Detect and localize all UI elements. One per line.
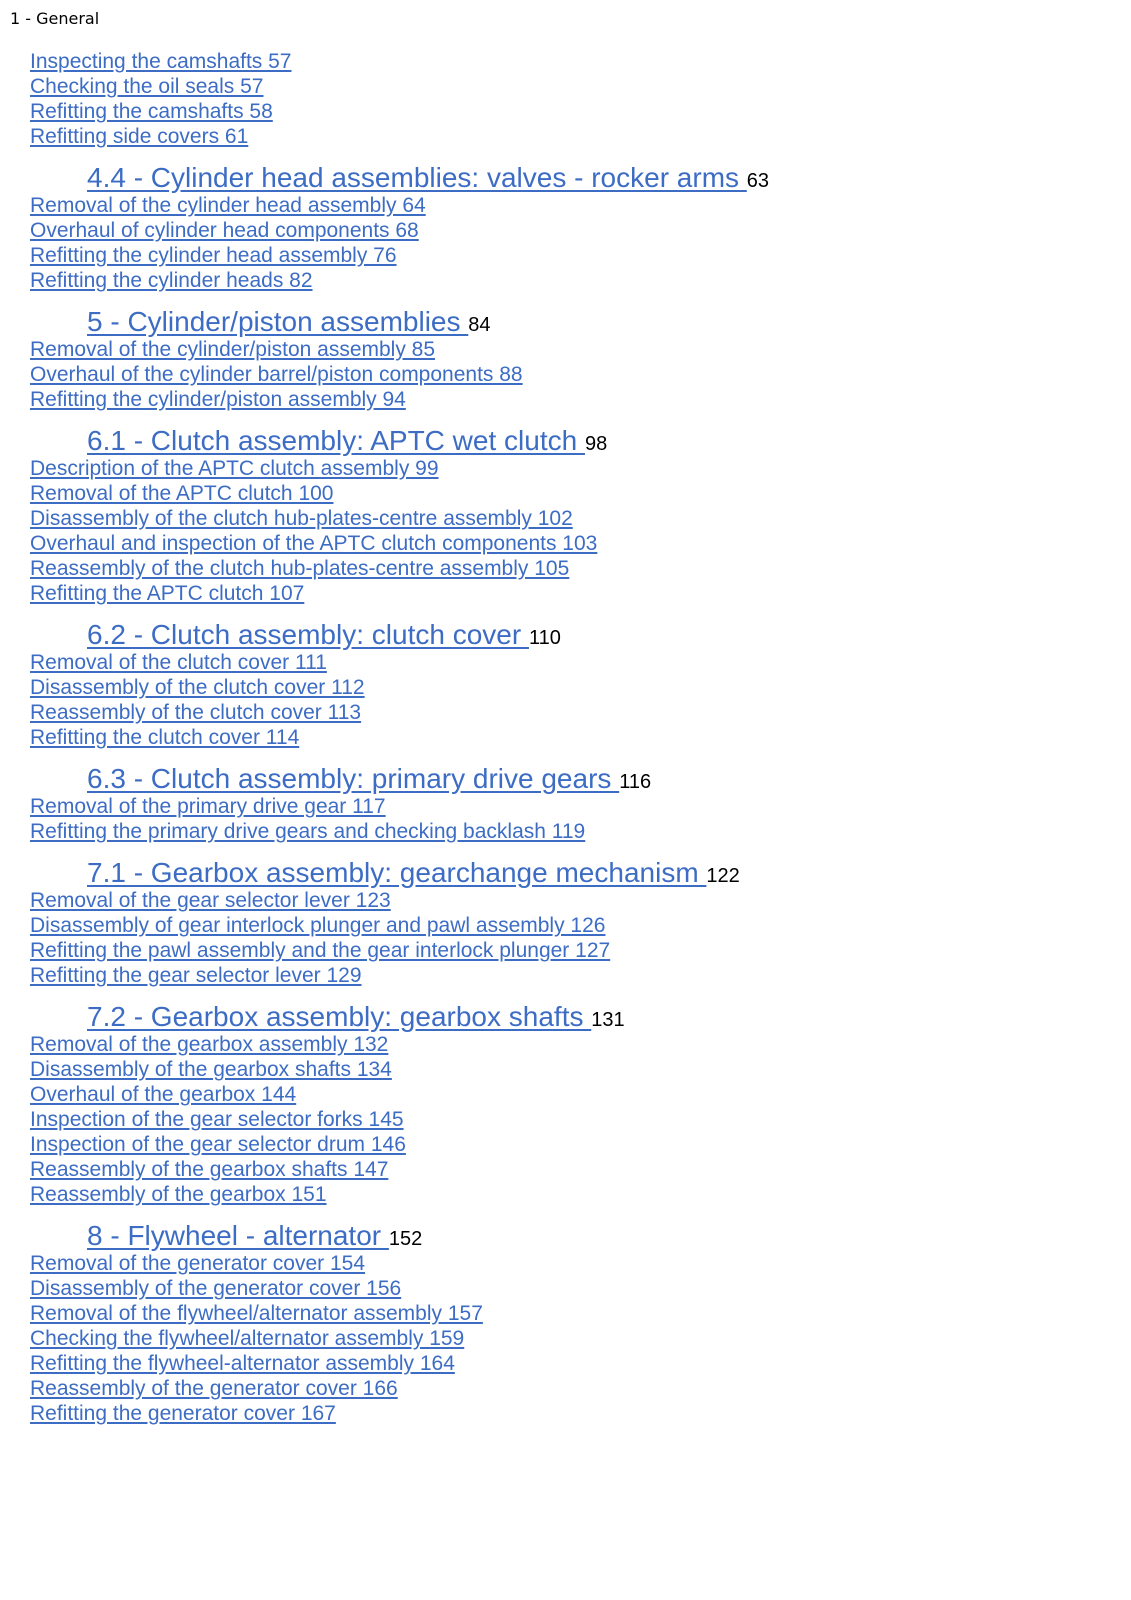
toc-entry-link[interactable]: Removal of the clutch cover 111: [30, 651, 327, 674]
toc-entry-link[interactable]: Reassembly of the gearbox shafts 147: [30, 1158, 389, 1181]
toc-section-heading: [87, 1221, 1110, 1251]
toc-entry-link[interactable]: Overhaul of cylinder head components 68: [30, 219, 419, 242]
toc-entry-link[interactable]: Inspecting the camshafts 57: [30, 50, 292, 73]
toc-entry-link[interactable]: Removal of the primary drive gear 117: [30, 795, 386, 818]
toc-section-title-link[interactable]: 6.1 - Clutch assembly: APTC wet clutch: [87, 425, 585, 456]
toc-section-heading: [87, 307, 1110, 337]
toc-entry-link[interactable]: Overhaul and inspection of the APTC clutch components 103: [30, 532, 598, 555]
toc-entry-link[interactable]: Overhaul of the gearbox 144: [30, 1083, 297, 1106]
toc-entry-link[interactable]: Disassembly of the clutch hub-plates-centre assembly 102: [30, 507, 573, 530]
toc-section-page-number: 63: [746, 170, 770, 192]
toc-entry-link[interactable]: Refitting the cylinder head assembly 76: [30, 244, 397, 267]
toc-entry-link[interactable]: Reassembly of the generator cover 166: [30, 1377, 398, 1400]
toc-section-heading: [87, 1002, 1110, 1032]
toc-entry-link[interactable]: Refitting the generator cover 167: [30, 1402, 336, 1425]
toc-entry-link[interactable]: Refitting the cylinder/piston assembly 94: [30, 388, 406, 411]
toc-section-title-link[interactable]: 6.3 - Clutch assembly: primary drive gears: [87, 763, 620, 794]
toc-entry-link[interactable]: Checking the flywheel/alternator assembly 159: [30, 1327, 465, 1350]
toc-entry-link[interactable]: Disassembly of gear interlock plunger and pawl assembly 126: [30, 914, 606, 937]
page-header: 1 - General: [10, 9, 100, 28]
toc-section-page-number: 131: [591, 1009, 625, 1031]
toc-section-title-link[interactable]: 8 - Flywheel - alternator: [87, 1220, 389, 1251]
toc-entry-link[interactable]: Refitting the primary drive gears and checking backlash 119: [30, 820, 586, 843]
toc-section-title-link[interactable]: 7.1 - Gearbox assembly: gearchange mechanism: [87, 857, 707, 888]
toc-section-heading: [87, 620, 1110, 650]
toc-entry-link[interactable]: Refitting the APTC clutch 107: [30, 582, 305, 605]
table-of-contents: [30, 49, 1110, 1426]
toc-entry-link[interactable]: Removal of the flywheel/alternator assembly 157: [30, 1302, 483, 1325]
toc-section-heading: [87, 858, 1110, 888]
toc-entry-link[interactable]: Refitting the camshafts 58: [30, 100, 273, 123]
toc-entry-link[interactable]: Refitting the cylinder heads 82: [30, 269, 313, 292]
toc-entry-link[interactable]: Removal of the APTC clutch 100: [30, 482, 334, 505]
toc-entry-link[interactable]: Refitting the pawl assembly and the gear interlock plunger 127: [30, 939, 611, 962]
toc-entry-link[interactable]: Removal of the cylinder head assembly 64: [30, 194, 426, 217]
toc-entry-link[interactable]: Refitting the gear selector lever 129: [30, 964, 362, 987]
toc-entry-link[interactable]: Removal of the cylinder/piston assembly 85: [30, 338, 436, 361]
toc-section-page-number: 152: [388, 1228, 423, 1250]
toc-section-page-number: 84: [468, 314, 491, 336]
toc-section-title-link[interactable]: 5 - Cylinder/piston assemblies: [87, 306, 469, 337]
toc-entry-link[interactable]: Inspection of the gear selector forks 145: [30, 1108, 404, 1131]
toc-section-heading: [87, 764, 1110, 794]
toc-section-heading: [87, 426, 1110, 456]
toc-section-page-number: 122: [706, 865, 740, 887]
toc-section-heading: [87, 163, 1110, 193]
toc-entry-link[interactable]: Disassembly of the generator cover 156: [30, 1277, 402, 1300]
toc-entry-link[interactable]: Disassembly of the clutch cover 112: [30, 676, 365, 699]
toc-entry-link[interactable]: Inspection of the gear selector drum 146: [30, 1133, 406, 1156]
toc-section-title-link[interactable]: 4.4 - Cylinder head assemblies: valves - rocker arms: [87, 162, 747, 193]
toc-entry-link[interactable]: Overhaul of the cylinder barrel/piston components 88: [30, 363, 523, 386]
toc-entry-link[interactable]: Removal of the generator cover 154: [30, 1252, 366, 1275]
toc-section-page-number: 116: [619, 771, 652, 793]
toc-entry-link[interactable]: Removal of the gearbox assembly 132: [30, 1033, 389, 1056]
toc-section-title-link[interactable]: 7.2 - Gearbox assembly: gearbox shafts: [87, 1001, 592, 1032]
toc-entry-link[interactable]: Refitting the clutch cover 114: [30, 726, 300, 749]
toc-entry-link[interactable]: Checking the oil seals 57: [30, 75, 264, 98]
toc-entry-link[interactable]: Description of the APTC clutch assembly 99: [30, 457, 439, 480]
toc-entry-link[interactable]: Refitting side covers 61: [30, 125, 249, 148]
toc-entry-link[interactable]: Reassembly of the clutch hub-plates-centre assembly 105: [30, 557, 570, 580]
toc-entry-link[interactable]: Reassembly of the clutch cover 113: [30, 701, 362, 724]
toc-section-page-number: 98: [584, 433, 608, 455]
toc-section-page-number: 110: [528, 627, 561, 649]
toc-entry-link[interactable]: Reassembly of the gearbox 151: [30, 1183, 327, 1206]
toc-entry-link[interactable]: Removal of the gear selector lever 123: [30, 889, 391, 912]
toc-entry-link[interactable]: Refitting the flywheel-alternator assembly 164: [30, 1352, 455, 1375]
toc-section-title-link[interactable]: 6.2 - Clutch assembly: clutch cover: [87, 619, 529, 650]
toc-entry-link[interactable]: Disassembly of the gearbox shafts 134: [30, 1058, 392, 1081]
